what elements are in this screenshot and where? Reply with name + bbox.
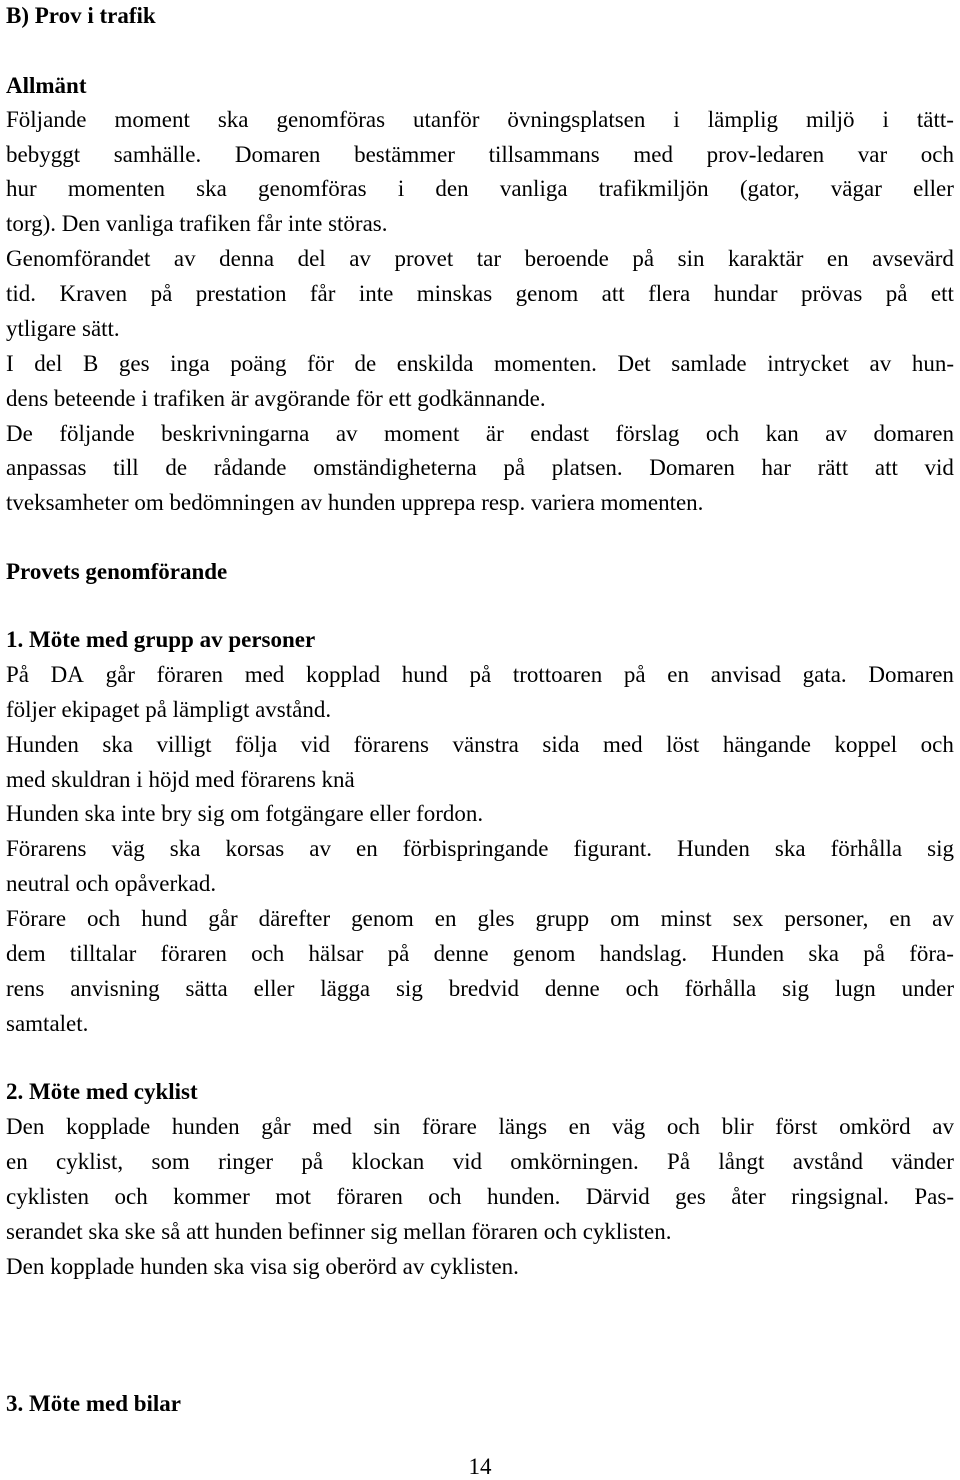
moment2-line: Den kopplade hunden ska visa sig oberörd av cyklisten. bbox=[6, 1254, 519, 1279]
word: och bbox=[625, 976, 659, 1001]
word: och bbox=[920, 142, 954, 167]
word: föraren bbox=[156, 662, 224, 687]
word: moment bbox=[114, 107, 190, 132]
word: lugn bbox=[834, 976, 876, 1001]
word: att bbox=[601, 281, 625, 306]
general-line: tveksamheter om bedömningen av hunden upprepa resp. variera momenten. bbox=[6, 490, 704, 515]
word: på bbox=[623, 662, 646, 687]
word: sig bbox=[927, 836, 954, 861]
word: genom bbox=[351, 906, 414, 931]
word: först bbox=[775, 1114, 818, 1139]
moment1-line bbox=[6, 662, 954, 688]
word: Hunden bbox=[711, 941, 785, 966]
procedure-heading: Provets genomförande bbox=[6, 559, 228, 584]
word: hundar bbox=[713, 281, 778, 306]
word: platsen. bbox=[551, 455, 623, 480]
word: till bbox=[113, 455, 139, 480]
word: ges bbox=[118, 351, 150, 376]
general-line bbox=[6, 142, 954, 168]
word: om bbox=[610, 906, 640, 931]
word: kopplad bbox=[305, 662, 381, 687]
word: Domaren bbox=[868, 662, 954, 687]
moment2-line: serandet ska ske så att hunden befinner sig mellan föraren och cyklisten. bbox=[6, 1219, 672, 1244]
word: omkörd bbox=[839, 1114, 911, 1139]
word: väg bbox=[111, 836, 145, 861]
word: ska bbox=[102, 732, 134, 757]
word: rens bbox=[6, 976, 45, 1001]
word: eller bbox=[913, 176, 954, 201]
word: villigt bbox=[156, 732, 212, 757]
word: för bbox=[307, 351, 334, 376]
moment2-line bbox=[6, 1149, 954, 1175]
word: De bbox=[6, 421, 33, 446]
word: poäng bbox=[230, 351, 287, 376]
general-line bbox=[6, 246, 954, 272]
word: var bbox=[857, 142, 888, 167]
word: (gator, bbox=[739, 176, 800, 201]
word: förslag bbox=[615, 421, 680, 446]
word: cyklist, bbox=[56, 1149, 124, 1174]
word: Genomförandet bbox=[6, 246, 151, 271]
word: som bbox=[151, 1149, 190, 1174]
word: denne bbox=[544, 976, 600, 1001]
word: cyklisten bbox=[6, 1184, 90, 1209]
word: avsevärd bbox=[872, 246, 954, 271]
word: hälsar bbox=[308, 941, 364, 966]
word: Domaren bbox=[234, 142, 321, 167]
word: ska bbox=[196, 176, 227, 201]
word: sin bbox=[677, 246, 705, 271]
word: B bbox=[82, 351, 99, 376]
word: på bbox=[503, 455, 526, 480]
word: denne bbox=[433, 941, 489, 966]
word: förarens bbox=[353, 732, 429, 757]
moment2-heading: 2. Möte med cyklist bbox=[6, 1079, 198, 1104]
word: en bbox=[434, 906, 457, 931]
word: ett bbox=[930, 281, 954, 306]
word: blir bbox=[721, 1114, 754, 1139]
word: i bbox=[673, 107, 680, 132]
word: vid bbox=[924, 455, 954, 480]
word: Följande bbox=[6, 107, 87, 132]
word: löst bbox=[666, 732, 700, 757]
general-line bbox=[6, 176, 954, 202]
word: omkörningen. bbox=[510, 1149, 639, 1174]
word: går bbox=[261, 1114, 291, 1139]
word: de bbox=[354, 351, 377, 376]
word: föraren bbox=[336, 1184, 403, 1209]
word: personer, bbox=[784, 906, 869, 931]
word: förare bbox=[421, 1114, 477, 1139]
word: tillsammans bbox=[488, 142, 600, 167]
word: den bbox=[435, 176, 469, 201]
word: lämplig bbox=[707, 107, 779, 132]
word: hur bbox=[6, 176, 37, 201]
word: samhälle. bbox=[113, 142, 202, 167]
word: långt bbox=[718, 1149, 765, 1174]
word: av bbox=[173, 246, 196, 271]
word: bebyggt bbox=[6, 142, 81, 167]
word: Därvid bbox=[585, 1184, 650, 1209]
word: kommer bbox=[173, 1184, 250, 1209]
word: av bbox=[825, 421, 847, 446]
word: i bbox=[397, 176, 405, 201]
word: övningsplatsen bbox=[507, 107, 646, 132]
word: del bbox=[297, 246, 326, 271]
word: genomföras bbox=[276, 107, 386, 132]
word: provet bbox=[394, 246, 454, 271]
word: hängande bbox=[722, 732, 811, 757]
word: genom bbox=[515, 281, 579, 306]
word: sig bbox=[395, 976, 423, 1001]
word: kan bbox=[765, 421, 799, 446]
word: i bbox=[882, 107, 889, 132]
word: de bbox=[165, 455, 188, 480]
word: kopplade bbox=[65, 1114, 151, 1139]
word: samlade bbox=[671, 351, 747, 376]
word: vid bbox=[300, 732, 331, 757]
word: och bbox=[87, 906, 121, 931]
moment1-heading: 1. Möte med grupp av personer bbox=[6, 627, 316, 652]
word: del bbox=[34, 351, 63, 376]
word: och bbox=[251, 941, 285, 966]
general-line: dens beteende i trafiken är avgörande för ett godkännande. bbox=[6, 386, 546, 411]
word: trafikmiljön bbox=[598, 176, 709, 201]
word: och bbox=[114, 1184, 148, 1209]
word: med bbox=[312, 1114, 352, 1139]
word: ska bbox=[774, 836, 806, 861]
word: vid bbox=[452, 1149, 482, 1174]
word: prestation bbox=[195, 281, 287, 306]
word: under bbox=[901, 976, 954, 1001]
word: av bbox=[932, 1114, 954, 1139]
word: dem bbox=[6, 941, 46, 966]
moment1-line: med skuldran i höjd med förarens knä bbox=[6, 767, 355, 792]
word: hunden. bbox=[486, 1184, 561, 1209]
word: är bbox=[485, 421, 504, 446]
word: genom bbox=[512, 941, 576, 966]
word: och bbox=[920, 732, 954, 757]
word: Hunden bbox=[6, 732, 79, 757]
word: ska bbox=[169, 836, 201, 861]
word: tilltalar bbox=[69, 941, 137, 966]
moment1-line bbox=[6, 732, 954, 758]
word: av bbox=[349, 246, 371, 271]
general-line: torg). Den vanliga trafiken får inte störas. bbox=[6, 211, 388, 236]
word: genomföras bbox=[258, 176, 367, 201]
general-line: ytligare sätt. bbox=[6, 316, 120, 341]
word: prövas bbox=[801, 281, 863, 306]
word: sex bbox=[732, 906, 764, 931]
moment1-line bbox=[6, 836, 954, 862]
word: eller bbox=[253, 976, 295, 1001]
word: och bbox=[428, 1184, 462, 1209]
general-line bbox=[6, 421, 954, 447]
word: på bbox=[469, 662, 492, 687]
word: prov-ledaren bbox=[706, 142, 825, 167]
word: korsas bbox=[225, 836, 285, 861]
word: på bbox=[632, 246, 655, 271]
word: klockan bbox=[351, 1149, 425, 1174]
word: mot bbox=[275, 1184, 312, 1209]
word: förhålla bbox=[684, 976, 757, 1001]
word: Förarens bbox=[6, 836, 87, 861]
word: hunden bbox=[171, 1114, 240, 1139]
word: en bbox=[356, 836, 378, 861]
word: sätta bbox=[185, 976, 228, 1001]
word: tätt- bbox=[916, 107, 954, 132]
word: bestämmer bbox=[354, 142, 455, 167]
word: utanför bbox=[413, 107, 480, 132]
word: rådande bbox=[213, 455, 287, 480]
word: domaren bbox=[873, 421, 954, 446]
word: rätt bbox=[817, 455, 849, 480]
word: på bbox=[301, 1149, 324, 1174]
word: en bbox=[889, 906, 912, 931]
word: på bbox=[150, 281, 173, 306]
word: gata. bbox=[802, 662, 847, 687]
word: DA bbox=[50, 662, 84, 687]
word: anvisning bbox=[70, 976, 160, 1001]
word: förbispringande bbox=[402, 836, 549, 861]
word: vänder bbox=[891, 1149, 954, 1174]
word: hund bbox=[401, 662, 448, 687]
word: enskilda bbox=[396, 351, 474, 376]
word: momenten bbox=[67, 176, 165, 201]
word: en bbox=[6, 1149, 28, 1174]
word: Det bbox=[617, 351, 651, 376]
word: går bbox=[208, 906, 238, 931]
word: denna bbox=[219, 246, 275, 271]
word: väg bbox=[612, 1114, 646, 1139]
word: på bbox=[885, 281, 908, 306]
word: av bbox=[309, 836, 331, 861]
general-line bbox=[6, 107, 954, 133]
moment1-line: Hunden ska inte bry sig om fotgängare eller fordon. bbox=[6, 801, 484, 826]
word: av bbox=[335, 421, 358, 446]
word: och bbox=[705, 421, 740, 446]
word: beroende bbox=[524, 246, 609, 271]
word: inte bbox=[358, 281, 394, 306]
word: har bbox=[761, 455, 791, 480]
word: Domaren bbox=[649, 455, 735, 480]
word: intrycket bbox=[767, 351, 849, 376]
word: förhålla bbox=[830, 836, 903, 861]
word: ska bbox=[217, 107, 249, 132]
word: Hunden bbox=[677, 836, 750, 861]
word: vanliga bbox=[499, 176, 568, 201]
word: anpassas bbox=[6, 455, 87, 480]
word: omständigheterna bbox=[313, 455, 477, 480]
word: beskrivningarna bbox=[161, 421, 310, 446]
word: inga bbox=[170, 351, 210, 376]
word: längs bbox=[498, 1114, 548, 1139]
word: går bbox=[105, 662, 135, 687]
word: att bbox=[874, 455, 898, 480]
word: får bbox=[309, 281, 336, 306]
word: anvisad bbox=[710, 662, 781, 687]
word: karaktär bbox=[728, 246, 804, 271]
moment1-line bbox=[6, 941, 954, 967]
moment2-line bbox=[6, 1114, 954, 1140]
moment1-line: följer ekipaget på lämpligt avstånd. bbox=[6, 697, 332, 722]
word: I bbox=[6, 351, 14, 376]
word: sin bbox=[373, 1114, 401, 1139]
word: hund bbox=[141, 906, 188, 931]
word: med bbox=[633, 142, 673, 167]
word: hun- bbox=[911, 351, 954, 376]
word: miljö bbox=[805, 107, 855, 132]
word: ska bbox=[808, 941, 840, 966]
word: av bbox=[869, 351, 892, 376]
word: föraren bbox=[160, 941, 227, 966]
word: trottoaren bbox=[512, 662, 603, 687]
word: gles bbox=[477, 906, 515, 931]
word: föra- bbox=[909, 941, 954, 966]
word: handslag. bbox=[599, 941, 688, 966]
word: momenten. bbox=[494, 351, 597, 376]
word: grupp bbox=[535, 906, 590, 931]
word: koppel bbox=[834, 732, 898, 757]
word: minskas bbox=[416, 281, 493, 306]
word: Kraven bbox=[59, 281, 128, 306]
word: Förare bbox=[6, 906, 67, 931]
moment1-line: neutral och opåverkad. bbox=[6, 871, 217, 896]
word: en bbox=[568, 1114, 591, 1139]
word: På bbox=[667, 1149, 691, 1174]
word: på bbox=[387, 941, 410, 966]
word: ringer bbox=[218, 1149, 274, 1174]
word: moment bbox=[384, 421, 460, 446]
general-heading: Allmänt bbox=[6, 73, 87, 98]
word: avstånd bbox=[792, 1149, 863, 1174]
word: och bbox=[666, 1114, 701, 1139]
word: med bbox=[602, 732, 643, 757]
page-number: 14 bbox=[468, 1454, 492, 1479]
general-line bbox=[6, 281, 954, 307]
moment1-line bbox=[6, 976, 954, 1002]
word: följa bbox=[235, 732, 278, 757]
moment3-heading: 3. Möte med bilar bbox=[6, 1391, 182, 1416]
word: sida bbox=[542, 732, 580, 757]
word: På bbox=[6, 662, 29, 687]
moment1-line: samtalet. bbox=[6, 1011, 89, 1036]
word: vänstra bbox=[452, 732, 519, 757]
word: endast bbox=[530, 421, 590, 446]
moment1-line bbox=[6, 906, 954, 932]
word: åter bbox=[731, 1184, 766, 1209]
word: bredvid bbox=[448, 976, 519, 1001]
word: på bbox=[863, 941, 885, 966]
moment2-line bbox=[6, 1184, 954, 1210]
word: Den bbox=[6, 1114, 45, 1139]
word: ringsignal. bbox=[791, 1184, 889, 1209]
word: en bbox=[826, 246, 849, 271]
word: tar bbox=[476, 246, 502, 271]
word: minst bbox=[660, 906, 712, 931]
word: sig bbox=[782, 976, 809, 1001]
word: lägga bbox=[320, 976, 371, 1001]
word: därefter bbox=[258, 906, 331, 931]
word: vägar bbox=[830, 176, 882, 201]
word: av bbox=[932, 906, 954, 931]
general-line bbox=[6, 455, 954, 481]
word: följande bbox=[59, 421, 135, 446]
general-line bbox=[6, 351, 954, 377]
word: figurant. bbox=[573, 836, 653, 861]
word: flera bbox=[648, 281, 691, 306]
word: en bbox=[667, 662, 690, 687]
word: Pas- bbox=[914, 1184, 954, 1209]
word: ges bbox=[675, 1184, 706, 1209]
section-heading: B) Prov i trafik bbox=[6, 3, 156, 28]
word: med bbox=[244, 662, 285, 687]
word: tid. bbox=[6, 281, 37, 306]
